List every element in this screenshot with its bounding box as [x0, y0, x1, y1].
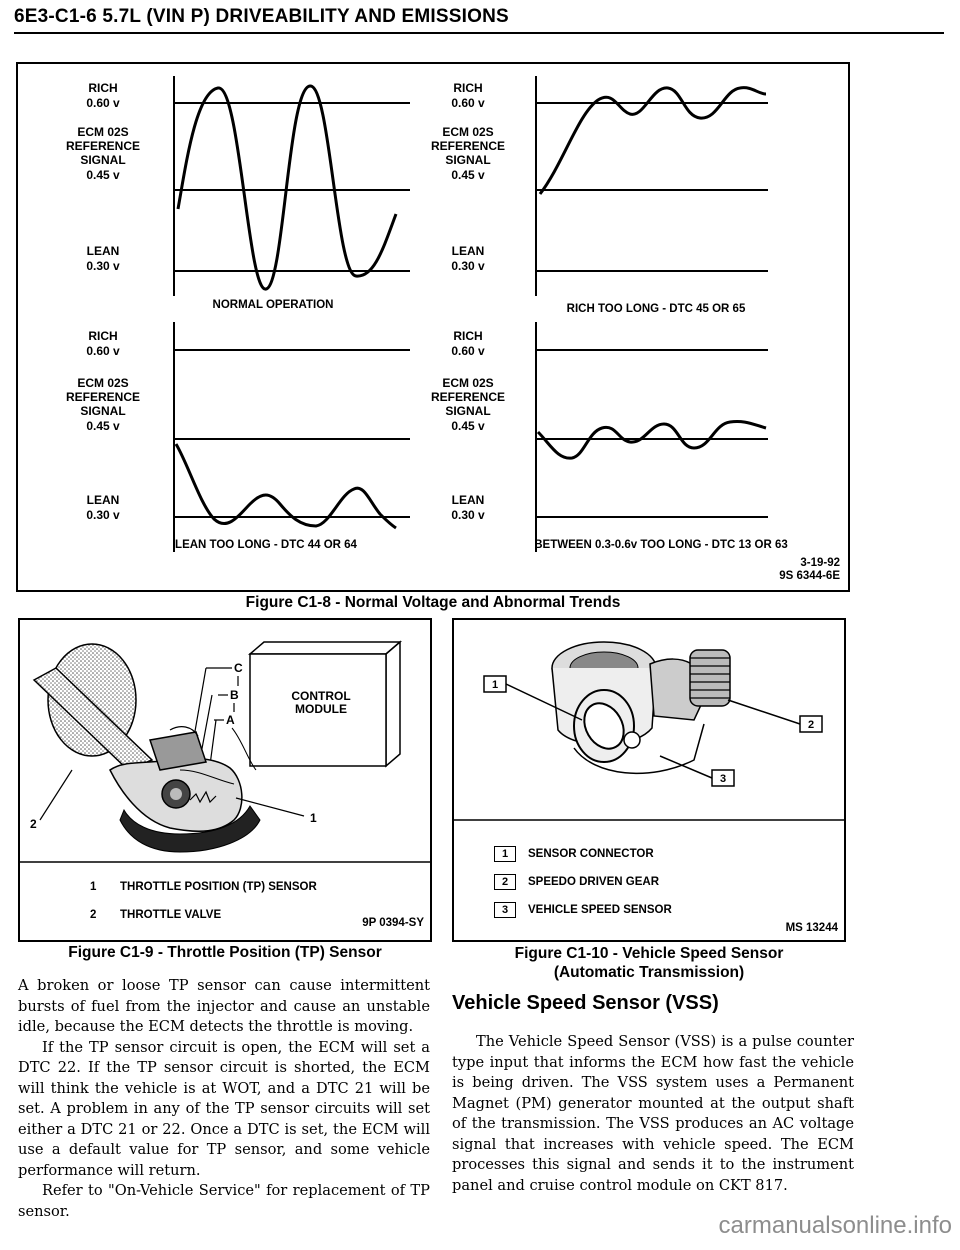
caption-line-2: (Automatic Transmission): [553, 964, 745, 981]
axis-lean-v: 0.30 v: [86, 508, 120, 522]
axis-rich-v: 0.60 v: [86, 96, 120, 110]
watermark: carmanualsonline.info: [718, 1212, 952, 1239]
axis-rich: RICH: [88, 329, 118, 343]
module-label-2: MODULE: [295, 702, 347, 716]
axis-rich: RICH: [88, 81, 118, 95]
axis-lean: LEAN: [86, 244, 120, 258]
legend-num-1: 1: [90, 881, 97, 893]
panel-lean-too-long: [66, 322, 410, 552]
figure-c1-9: [18, 618, 432, 942]
axis-ref-v: 0.45 v: [86, 168, 120, 182]
vehicle-speed-sensor: [552, 642, 730, 773]
caption-line-1: Figure C1-10 - Vehicle Speed Sensor: [514, 945, 784, 962]
figure-ref-code: MS 13244: [785, 922, 838, 934]
axis-ref-v: 0.45 v: [86, 419, 120, 433]
figure-c1-10: [452, 618, 846, 942]
legend-text: VEHICLE SPEED SENSOR: [528, 904, 672, 916]
throttle-sensor-illustration: [20, 620, 430, 940]
waveform-diagram: [18, 64, 848, 590]
figure-c1-8-caption: Figure C1-8 - Normal Voltage and Abnormal Trends: [245, 594, 621, 611]
figure-c1-10-caption: [452, 944, 846, 982]
vss-illustration: [454, 620, 844, 940]
axis-rich: RICH: [453, 329, 483, 343]
panel-rich-too-long: [431, 76, 768, 315]
callout-3: 3: [719, 773, 727, 785]
vss-text: [452, 1032, 854, 1196]
legend-item: [494, 846, 654, 862]
throttle-body: [34, 644, 260, 852]
axis-ref1: ECM 02S: [77, 125, 129, 139]
paragraph: Refer to "On-Vehicle Service" for replacement of TP sensor.: [18, 1182, 430, 1220]
legend-text: SENSOR CONNECTOR: [528, 848, 654, 860]
paragraph: If the TP sensor circuit is open, the ECM will set a DTC 22. If the TP sensor circuit is shorted, the ECM will think the vehicle is at WOT, and a DTC 21 will be set. A problem in any of the TP sensor circuits will set either a DTC 21 or 22. Once a DTC is set, the ECM will use a default value for TP sensor, and some vehicle performance will return.: [18, 1038, 430, 1179]
axis-rich: RICH: [453, 81, 483, 95]
axis-rich-v: 0.60 v: [451, 344, 485, 358]
paragraph: A broken or loose TP sensor can cause intermittent bursts of fuel from the injector and cause an unstable idle, because the ECM detects the throttle is moving.: [18, 977, 430, 1035]
axis-ref3: SIGNAL: [445, 153, 491, 167]
tp-sensor-text: [18, 976, 430, 1222]
axis-ref1: ECM 02S: [442, 125, 494, 139]
axis-lean: LEAN: [451, 244, 485, 258]
callout-2: 2: [30, 817, 37, 831]
axis-ref3: SIGNAL: [80, 153, 126, 167]
legend-num: 1: [494, 846, 516, 862]
axis-lean-v: 0.30 v: [451, 508, 485, 522]
pin-c: C: [234, 661, 243, 675]
axis-lean: LEAN: [451, 493, 485, 507]
legend-text: SPEEDO DRIVEN GEAR: [528, 876, 659, 888]
axis-ref2: REFERENCE: [65, 390, 141, 404]
axis-ref3: SIGNAL: [445, 404, 491, 418]
paragraph: The Vehicle Speed Sensor (VSS) is a pulse counter type input that informs the ECM how fast the vehicle is being driven. The VSS system uses a Permanent Magnet (PM) generator mounted at the output shaft of the transmission. The VSS produces an AC voltage signal that increases with vehicle speed. The ECM processes this signal and sends it to the instrument panel and cruise control module on CKT 817.: [452, 1033, 854, 1194]
axis-rich-v: 0.60 v: [86, 344, 120, 358]
module-label-1: CONTROL: [291, 689, 351, 703]
legend-item: [494, 874, 659, 890]
panel-label: NORMAL OPERATION: [212, 299, 334, 311]
speedo-gear-icon: [690, 650, 730, 706]
legend-num-2: 2: [90, 909, 97, 921]
panel-normal-operation: [66, 76, 410, 311]
panel-between-too-long: [431, 322, 788, 552]
panel-label: RICH TOO LONG - DTC 45 OR 65: [566, 303, 746, 315]
axis-ref-v: 0.45 v: [451, 168, 485, 182]
axis-ref2: REFERENCE: [430, 390, 506, 404]
callout-1: 1: [491, 679, 499, 691]
pin-a: A: [226, 713, 235, 727]
legend-num: 2: [494, 874, 516, 890]
axis-ref1: ECM 02S: [77, 376, 129, 390]
o2-signal-normal: [178, 86, 396, 289]
page-header: 6E3-C1-6 5.7L (VIN P) DRIVEABILITY AND EMISSIONS: [14, 6, 509, 27]
o2-signal-lean: [176, 444, 396, 528]
axis-lean: LEAN: [86, 493, 120, 507]
legend-item: [494, 902, 672, 918]
axis-rich-v: 0.60 v: [451, 96, 485, 110]
header-rule: [14, 32, 944, 34]
callout-2: 2: [807, 719, 815, 731]
panel-label: LEAN TOO LONG - DTC 44 OR 64: [175, 539, 357, 551]
figure-c1-9-caption: Figure C1-9 - Throttle Position (TP) Sensor: [68, 944, 382, 961]
axis-ref-v: 0.45 v: [451, 419, 485, 433]
legend-num: 3: [494, 902, 516, 918]
legend-text-2: THROTTLE VALVE: [120, 909, 222, 921]
axis-lean-v: 0.30 v: [86, 259, 120, 273]
figure-ref-code: 9S 6344-6E: [779, 570, 840, 582]
callout-1: 1: [310, 811, 317, 825]
section-heading: Vehicle Speed Sensor (VSS): [452, 992, 719, 1014]
figure-c1-8: [16, 62, 850, 592]
axis-ref2: REFERENCE: [65, 139, 141, 153]
axis-ref2: REFERENCE: [430, 139, 506, 153]
panel-label: BETWEEN 0.3-0.6v TOO LONG - DTC 13 OR 63: [534, 539, 788, 551]
figure-ref-date: 3-19-92: [800, 557, 840, 569]
pin-b: B: [230, 688, 239, 702]
legend-text-1: THROTTLE POSITION (TP) SENSOR: [120, 881, 317, 893]
axis-ref1: ECM 02S: [442, 376, 494, 390]
axis-lean-v: 0.30 v: [451, 259, 485, 273]
figure-ref-code: 9P 0394-SY: [362, 917, 424, 929]
control-module: [250, 642, 400, 766]
axis-ref3: SIGNAL: [80, 404, 126, 418]
